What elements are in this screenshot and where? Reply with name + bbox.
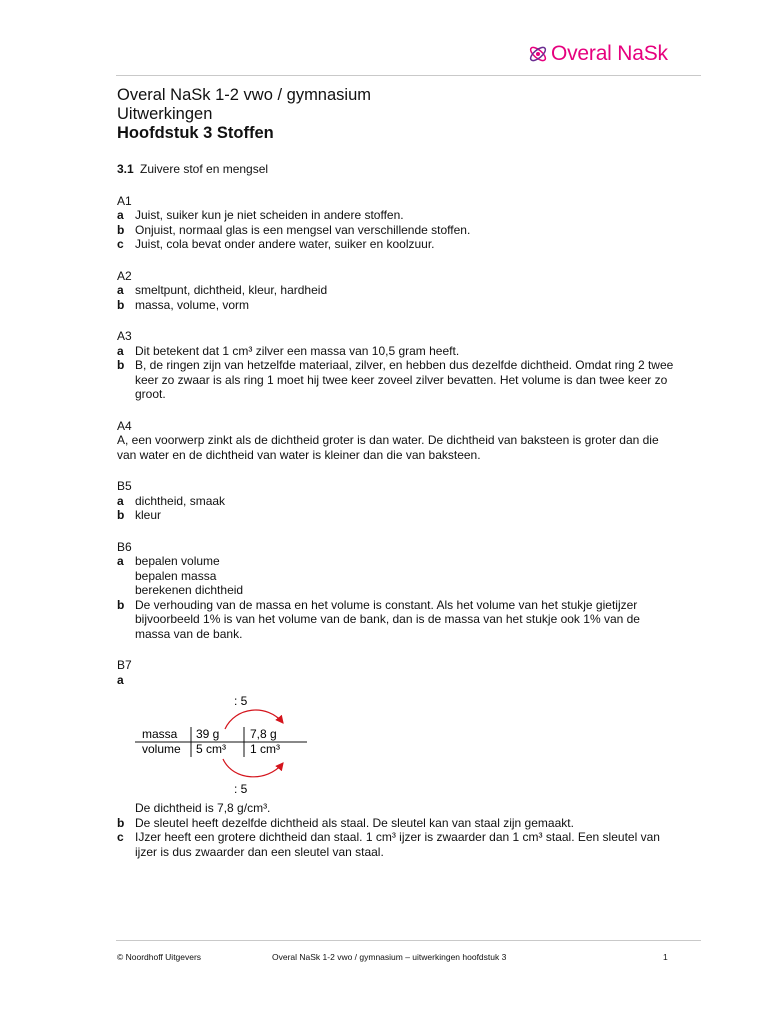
arrow-bottom <box>223 759 283 777</box>
section-heading <box>117 162 677 177</box>
page-number: 1 <box>663 952 668 962</box>
question-id: A1 <box>117 193 132 208</box>
question-a4 <box>117 419 677 463</box>
footer-rule <box>116 940 701 941</box>
cell-value: 5 cm³ <box>196 742 226 756</box>
answer-line: bepalen massa <box>135 568 217 583</box>
question-a1 <box>117 194 677 252</box>
answer-item: b Onjuist, normaal glas is een mengsel van verschillende stoffen. <box>117 222 471 237</box>
question-a3 <box>117 329 677 402</box>
cell-label-volume: volume <box>142 742 181 756</box>
answer-item: b kleur <box>117 508 162 522</box>
divide-label-top: : 5 <box>234 694 248 708</box>
answer-item: b De sleutel heeft dezelfde dichtheid als staal. De sleutel kan van staal zijn gemaakt. <box>117 815 574 830</box>
footer-title: Overal NaSk 1-2 vwo / gymnasium – uitwerkingen hoofdstuk 3 <box>272 952 507 962</box>
page-content <box>117 86 677 859</box>
question-b5 <box>117 479 677 523</box>
section-number: 3.1 <box>117 162 134 176</box>
answer-item: a <box>117 672 124 687</box>
atom-icon <box>528 44 548 64</box>
answer-item: b De verhouding van de massa en het volume is constant. Als het volume van het stukje gietijzer bijvoorbeeld 1% is van het volume van de bank, dan is de massa van het stukje ook 1% van de massa van de bank. <box>117 597 640 641</box>
answer-text: A, een voorwerp zinkt als de dichtheid groter is dan water. De dichtheid van baksteen is groter dan die van water en de dichtheid van water is kleiner dan die van baksteen. <box>117 433 659 462</box>
cell-value: 7,8 g <box>250 727 277 741</box>
question-id: A2 <box>117 268 132 283</box>
answer-result: De dichtheid is 7,8 g/cm³. <box>135 801 271 815</box>
answer-item: b B, de ringen zijn van hetzelfde materiaal, zilver, en hebben dus dezelfde dichtheid. Omdat ring 2 twee keer zo zwaar is als ring 1 moet hij twee keer zoveel zilver bevatten. Het volume is dan twee keer zo groot. <box>117 358 674 401</box>
question-b6 <box>117 540 677 642</box>
answer-item: c IJzer heeft een grotere dichtheid dan staal. 1 cm³ ijzer is zwaarder dan 1 cm³ staal. Een sleutel van ijzer is dus zwaarder dan een sleutel van staal. <box>117 830 660 859</box>
question-id: B6 <box>117 539 132 554</box>
answer-item: a Juist, suiker kun je niet scheiden in andere stoffen. <box>117 208 404 222</box>
ratio-table-diagram <box>117 689 677 801</box>
divide-label-bottom: : 5 <box>234 782 248 796</box>
cell-value: 39 g <box>196 727 220 741</box>
answer-item: b massa, volume, vorm <box>117 297 250 312</box>
section-title: Zuivere stof en mengsel <box>140 162 269 176</box>
course-title: Overal NaSk 1-2 vwo / gymnasium <box>117 86 372 104</box>
answer-item: a bepalen volume <box>117 554 220 568</box>
answer-item: a Dit betekent dat 1 cm³ zilver een massa van 10,5 gram heeft. <box>117 343 460 358</box>
question-b7 <box>117 658 677 859</box>
question-a2 <box>117 269 677 313</box>
chapter-title: Hoofdstuk 3 Stoffen <box>117 124 274 142</box>
brand-logo <box>528 42 668 66</box>
doc-type: Uitwerkingen <box>117 105 213 123</box>
answer-item: c Juist, cola bevat onder andere water, suiker en koolzuur. <box>117 237 435 251</box>
brand-name: Overal NaSk <box>551 42 668 65</box>
footer-copyright: © Noordhoff Uitgevers <box>117 952 202 962</box>
cell-label-massa: massa <box>142 727 178 741</box>
answer-item: a dichtheid, smaak <box>117 493 226 508</box>
cell-value: 1 cm³ <box>250 742 280 756</box>
question-id: A3 <box>117 329 132 343</box>
answer-item: a smeltpunt, dichtheid, kleur, hardheid <box>117 283 328 297</box>
question-id: B7 <box>117 658 132 672</box>
answer-line: berekenen dichtheid <box>135 583 244 597</box>
question-id: B5 <box>117 479 132 493</box>
question-id: A4 <box>117 418 132 433</box>
header-rule <box>116 75 701 76</box>
